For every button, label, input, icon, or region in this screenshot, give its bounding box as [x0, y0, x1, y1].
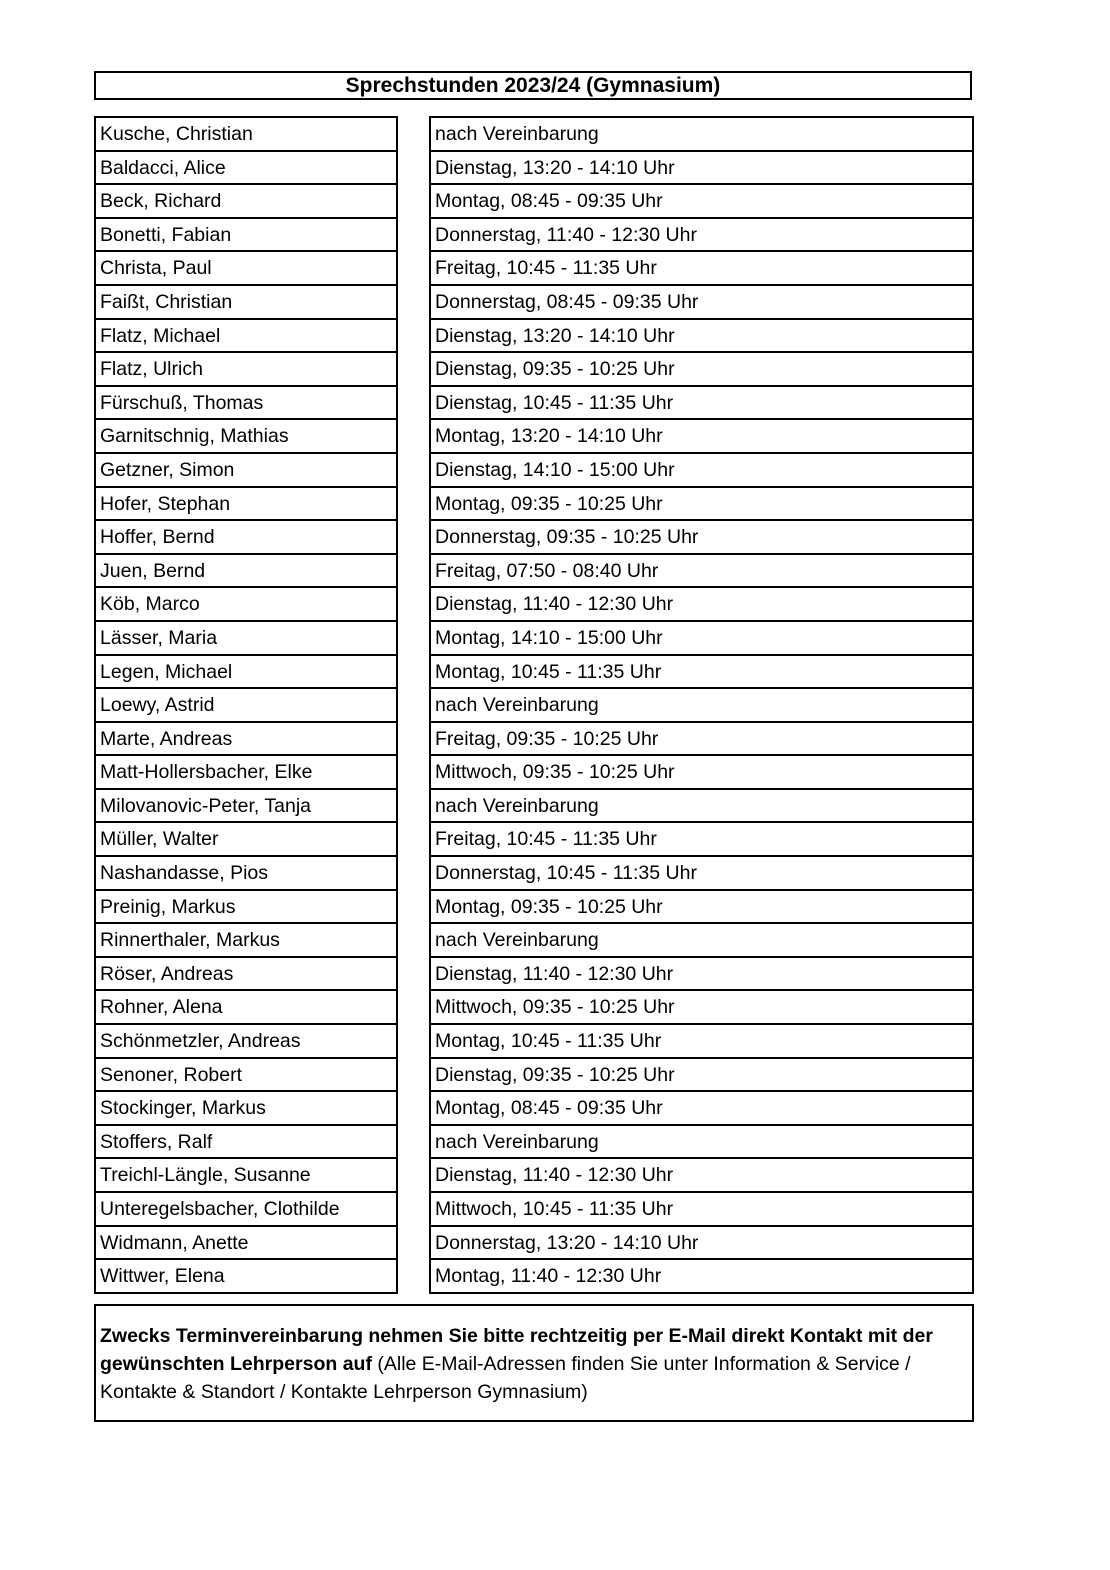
teacher-name-cell: Hofer, Stephan: [96, 488, 396, 522]
teacher-name-cell: Senoner, Robert: [96, 1059, 396, 1093]
teacher-name-cell: Juen, Bernd: [96, 555, 396, 589]
office-hour-cell: Freitag, 10:45 - 11:35 Uhr: [431, 252, 972, 286]
teacher-name-cell: Garnitschnig, Mathias: [96, 420, 396, 454]
teacher-name-cell: Unteregelsbacher, Clothilde: [96, 1193, 396, 1227]
office-hour-cell: Montag, 08:45 - 09:35 Uhr: [431, 1092, 972, 1126]
office-hour-cell: Dienstag, 14:10 - 15:00 Uhr: [431, 454, 972, 488]
teacher-name-cell: Flatz, Michael: [96, 320, 396, 354]
teacher-name-cell: Loewy, Astrid: [96, 689, 396, 723]
teacher-name-cell: Müller, Walter: [96, 823, 396, 857]
office-hour-cell: Donnerstag, 09:35 - 10:25 Uhr: [431, 521, 972, 555]
teacher-name-cell: Beck, Richard: [96, 185, 396, 219]
office-hour-cell: Dienstag, 11:40 - 12:30 Uhr: [431, 1159, 972, 1193]
office-hour-cell: Donnerstag, 13:20 - 14:10 Uhr: [431, 1227, 972, 1261]
teacher-name-cell: Legen, Michael: [96, 656, 396, 690]
office-hour-cell: Montag, 10:45 - 11:35 Uhr: [431, 1025, 972, 1059]
teacher-name-cell: Preinig, Markus: [96, 891, 396, 925]
teacher-name-cell: Flatz, Ulrich: [96, 353, 396, 387]
teacher-name-cell: Wittwer, Elena: [96, 1260, 396, 1294]
teacher-name-cell: Stoffers, Ralf: [96, 1126, 396, 1160]
office-hour-cell: Montag, 10:45 - 11:35 Uhr: [431, 656, 972, 690]
office-hour-cell: Montag, 14:10 - 15:00 Uhr: [431, 622, 972, 656]
office-hour-cell: Montag, 13:20 - 14:10 Uhr: [431, 420, 972, 454]
teacher-name-cell: Rohner, Alena: [96, 991, 396, 1025]
teacher-name-cell: Faißt, Christian: [96, 286, 396, 320]
office-hour-cell: nach Vereinbarung: [431, 924, 972, 958]
contact-note-regular: (Alle E-Mail-Adressen finden Sie unter Information & Service / Kontakte & Standort / Kontakte Lehrperson Gymnasium): [100, 1353, 911, 1403]
teacher-name-cell: Baldacci, Alice: [96, 152, 396, 186]
teacher-name-cell: Röser, Andreas: [96, 958, 396, 992]
teacher-name-column: [94, 116, 398, 1294]
teacher-name-cell: Marte, Andreas: [96, 723, 396, 757]
office-hour-cell: Dienstag, 09:35 - 10:25 Uhr: [431, 1059, 972, 1093]
teacher-name-cell: Kusche, Christian: [96, 118, 396, 152]
office-hour-cell: Dienstag, 10:45 - 11:35 Uhr: [431, 387, 972, 421]
teacher-name-cell: Lässer, Maria: [96, 622, 396, 656]
teacher-name-cell: Schönmetzler, Andreas: [96, 1025, 396, 1059]
office-hour-cell: nach Vereinbarung: [431, 689, 972, 723]
office-hour-cell: nach Vereinbarung: [431, 790, 972, 824]
office-hour-cell: nach Vereinbarung: [431, 118, 972, 152]
office-hour-cell: Montag, 09:35 - 10:25 Uhr: [431, 488, 972, 522]
office-hour-cell: Donnerstag, 10:45 - 11:35 Uhr: [431, 857, 972, 891]
office-hour-cell: Montag, 09:35 - 10:25 Uhr: [431, 891, 972, 925]
teacher-name-cell: Getzner, Simon: [96, 454, 396, 488]
office-hour-cell: Mittwoch, 10:45 - 11:35 Uhr: [431, 1193, 972, 1227]
page-title: Sprechstunden 2023/24 (Gymnasium): [94, 71, 972, 100]
contact-note: [94, 1304, 974, 1422]
office-hour-cell: Freitag, 07:50 - 08:40 Uhr: [431, 555, 972, 589]
office-hour-cell: Donnerstag, 08:45 - 09:35 Uhr: [431, 286, 972, 320]
teacher-name-cell: Rinnerthaler, Markus: [96, 924, 396, 958]
teacher-name-cell: Köb, Marco: [96, 588, 396, 622]
office-hour-cell: Freitag, 10:45 - 11:35 Uhr: [431, 823, 972, 857]
teacher-name-cell: Matt-Hollersbacher, Elke: [96, 756, 396, 790]
office-hour-cell: Mittwoch, 09:35 - 10:25 Uhr: [431, 756, 972, 790]
office-hour-cell: Dienstag, 11:40 - 12:30 Uhr: [431, 958, 972, 992]
office-hour-cell: Freitag, 09:35 - 10:25 Uhr: [431, 723, 972, 757]
teacher-name-cell: Bonetti, Fabian: [96, 219, 396, 253]
office-hour-cell: Mittwoch, 09:35 - 10:25 Uhr: [431, 991, 972, 1025]
teacher-name-cell: Widmann, Anette: [96, 1227, 396, 1261]
contact-note-bold: Zwecks Terminvereinbarung nehmen Sie bitte rechtzeitig per E-Mail direkt Kontakt mit der gewünschten Lehrperson auf: [100, 1325, 933, 1375]
office-hour-cell: Donnerstag, 11:40 - 12:30 Uhr: [431, 219, 972, 253]
teacher-name-cell: Christa, Paul: [96, 252, 396, 286]
teacher-name-cell: Fürschuß, Thomas: [96, 387, 396, 421]
teacher-name-cell: Hoffer, Bernd: [96, 521, 396, 555]
office-hour-cell: Montag, 08:45 - 09:35 Uhr: [431, 185, 972, 219]
office-hour-cell: Dienstag, 13:20 - 14:10 Uhr: [431, 320, 972, 354]
office-hour-cell: Dienstag, 11:40 - 12:30 Uhr: [431, 588, 972, 622]
office-hour-cell: Dienstag, 13:20 - 14:10 Uhr: [431, 152, 972, 186]
office-hours-column: [429, 116, 974, 1294]
teacher-name-cell: Nashandasse, Pios: [96, 857, 396, 891]
office-hour-cell: Dienstag, 09:35 - 10:25 Uhr: [431, 353, 972, 387]
office-hour-cell: nach Vereinbarung: [431, 1126, 972, 1160]
teacher-name-cell: Treichl-Längle, Susanne: [96, 1159, 396, 1193]
office-hour-cell: Montag, 11:40 - 12:30 Uhr: [431, 1260, 972, 1294]
teacher-name-cell: Stockinger, Markus: [96, 1092, 396, 1126]
teacher-name-cell: Milovanovic-Peter, Tanja: [96, 790, 396, 824]
